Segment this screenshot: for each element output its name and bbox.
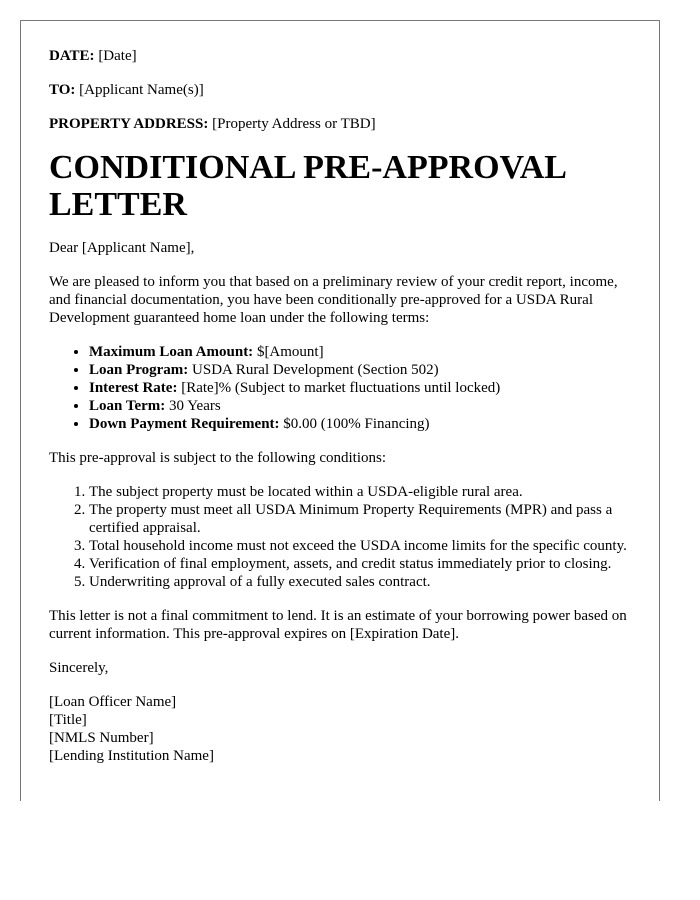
loan-term-item bbox=[89, 397, 631, 415]
term-value: 30 Years bbox=[165, 398, 221, 414]
loan-terms-list bbox=[49, 343, 631, 433]
conditions-list bbox=[49, 483, 631, 591]
closing: Sincerely, bbox=[49, 660, 109, 676]
letter-page bbox=[20, 20, 660, 801]
loan-term-item bbox=[89, 379, 631, 397]
condition-item: 3. Total household income must not exceed the USDA income limits for the specific county. bbox=[89, 537, 631, 555]
signature-block bbox=[49, 693, 631, 765]
loan-term-item bbox=[89, 361, 631, 379]
term-value: $0.00 (100% Financing) bbox=[279, 416, 430, 432]
term-label: Loan Term: bbox=[89, 398, 166, 414]
term-label: Down Payment Requirement: bbox=[89, 416, 280, 432]
property-address-value: [Property Address or TBD] bbox=[212, 116, 376, 132]
condition-item: 5. Underwriting approval of a fully executed sales contract. bbox=[89, 573, 631, 591]
disclaimer-paragraph: This letter is not a final commitment to lend. It is an estimate of your borrowing power based on current information. This pre-approval expires on [Expiration Date]. bbox=[49, 608, 627, 642]
term-label: Interest Rate: bbox=[89, 380, 178, 396]
condition-item: 2. The property must meet all USDA Minimum Property Requirements (MPR) and pass a certified appraisal. bbox=[89, 501, 631, 537]
loan-term-item bbox=[89, 415, 631, 433]
date-value: [Date] bbox=[98, 48, 137, 64]
to-line bbox=[49, 81, 631, 99]
lending-institution-name: [Lending Institution Name] bbox=[49, 748, 214, 764]
to-label: TO: bbox=[49, 82, 76, 98]
intro-paragraph: We are pleased to inform you that based on a preliminary review of your credit report, income, and financial documentation, you have been conditionally pre-approved for a USDA Rural Development guaranteed home loan under the following terms: bbox=[49, 274, 618, 326]
salutation: Dear [Applicant Name], bbox=[49, 240, 195, 256]
term-value: $[Amount] bbox=[253, 344, 324, 360]
term-value: USDA Rural Development (Section 502) bbox=[188, 362, 439, 378]
loan-term-item bbox=[89, 343, 631, 361]
condition-item: 1. The subject property must be located within a USDA-eligible rural area. bbox=[89, 483, 631, 501]
property-address-line bbox=[49, 115, 631, 133]
property-address-label: PROPERTY ADDRESS: bbox=[49, 116, 209, 132]
officer-title: [Title] bbox=[49, 712, 87, 728]
date-label: DATE: bbox=[49, 48, 95, 64]
nmls-number: [NMLS Number] bbox=[49, 730, 154, 746]
term-label: Loan Program: bbox=[89, 362, 189, 378]
condition-item: 4. Verification of final employment, assets, and credit status immediately prior to closing. bbox=[89, 555, 631, 573]
date-line bbox=[49, 47, 631, 65]
loan-officer-name: [Loan Officer Name] bbox=[49, 694, 177, 710]
to-value: [Applicant Name(s)] bbox=[79, 82, 204, 98]
letter-title: CONDITIONAL PRE-APPROVAL LETTER bbox=[49, 149, 566, 223]
term-label: Maximum Loan Amount: bbox=[89, 344, 254, 360]
conditions-intro: This pre-approval is subject to the following conditions: bbox=[49, 450, 387, 466]
term-value: [Rate]% (Subject to market fluctuations until locked) bbox=[177, 380, 501, 396]
